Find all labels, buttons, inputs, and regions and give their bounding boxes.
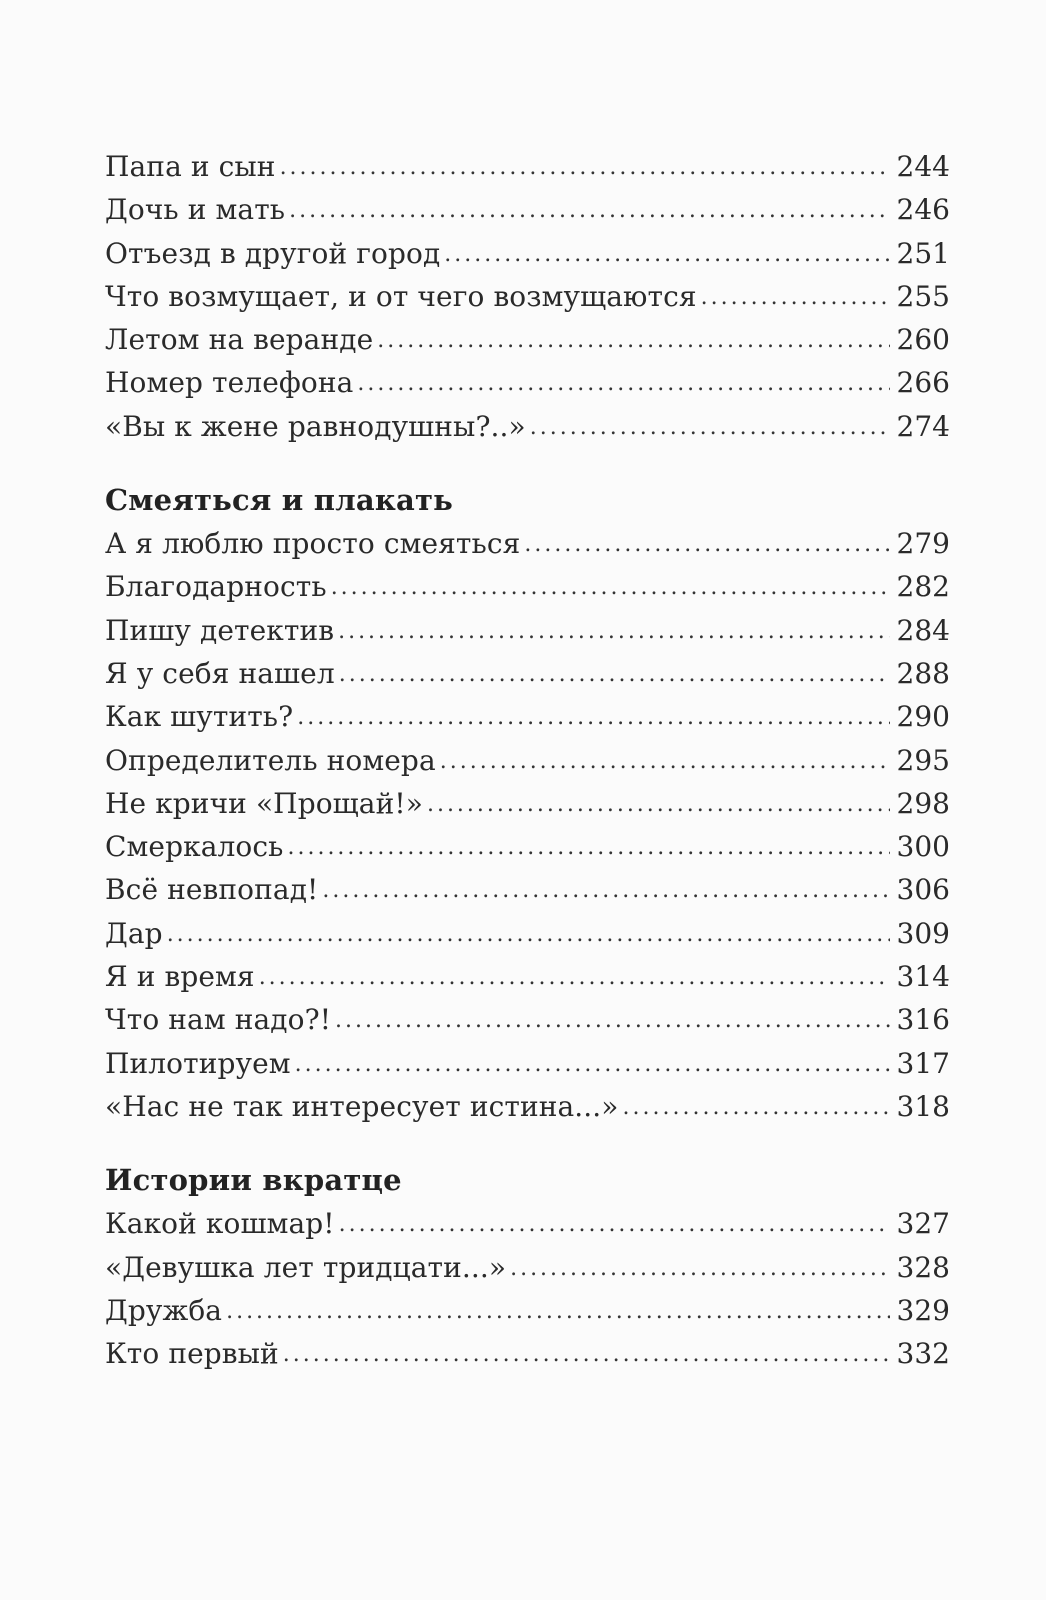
toc-entry (105, 565, 950, 608)
toc-entry-page: 290 (896, 700, 950, 734)
toc-entry (105, 1202, 950, 1245)
dot-leader (623, 1085, 890, 1128)
dot-leader (331, 565, 890, 608)
table-of-contents (105, 145, 950, 1405)
dot-leader (510, 1246, 890, 1289)
toc-entry (105, 695, 950, 738)
dot-leader (701, 275, 890, 318)
toc-entry-title: Летом на веранде (105, 323, 374, 357)
toc-entry (105, 275, 950, 318)
toc-entry-title: Смеркалось (105, 830, 284, 864)
dot-leader (226, 1289, 890, 1332)
dot-leader (339, 652, 890, 695)
toc-entry (105, 998, 950, 1041)
toc-entry-title: Папа и сын (105, 150, 276, 183)
toc-entry-page: 279 (896, 527, 950, 561)
toc-entry-title: Номер телефона (105, 366, 354, 400)
toc-entry-page: 255 (896, 279, 950, 313)
dot-leader (322, 868, 890, 911)
dot-leader (444, 232, 890, 275)
toc-entry-title: Что возмущает, и от чего возмущаются (105, 279, 697, 313)
toc-entry-title: «Девушка лет тридцати...» (105, 1250, 507, 1284)
toc-entry-page: 246 (896, 193, 950, 227)
toc-entry-title: «Вы к жене равнодушны?..» (105, 409, 526, 443)
toc-entry-page: 300 (896, 830, 950, 864)
toc-entry-title: Как шутить? (105, 700, 294, 734)
toc-entry-title: Дар (105, 916, 163, 950)
toc-entry-page: 282 (896, 570, 950, 604)
toc-entry-title: Что нам надо?! (105, 1003, 332, 1037)
toc-entry-title: Кто первый (105, 1337, 279, 1371)
dot-leader (338, 609, 890, 652)
toc-entry-page: 306 (896, 873, 950, 907)
toc-entry-page: 314 (896, 960, 950, 994)
toc-entry-title: А я люблю просто смеяться (105, 527, 521, 561)
toc-entry-page: 244 (896, 150, 950, 183)
section-title: Истории вкратце (105, 1163, 402, 1198)
toc-entry-page: 260 (896, 323, 950, 357)
toc-entry-title: Определитель номера (105, 743, 436, 777)
dot-leader (289, 188, 890, 231)
toc-entry (105, 825, 950, 868)
toc-entry-title: Дочь и мать (105, 193, 286, 227)
dot-leader (259, 955, 890, 998)
toc-entry (105, 188, 950, 231)
dot-leader (427, 782, 890, 825)
toc-entry-page: 266 (896, 366, 950, 400)
toc-entry-title: Я у себя нашел (105, 656, 335, 690)
toc-entry-page: 317 (896, 1046, 950, 1080)
dot-leader (280, 145, 890, 188)
toc-entry (105, 232, 950, 275)
dot-leader (167, 912, 890, 955)
toc-entry (105, 912, 950, 955)
toc-entry-page: 274 (896, 409, 950, 443)
section-title: Смеяться и плакать (105, 483, 454, 518)
toc-entry-page: 288 (896, 656, 950, 690)
toc-section-2 (105, 478, 950, 1128)
dot-leader (339, 1202, 890, 1245)
toc-entry-page: 328 (896, 1250, 950, 1284)
toc-entry (105, 609, 950, 652)
toc-entry (105, 1085, 950, 1128)
toc-entry-page: 309 (896, 916, 950, 950)
toc-entry (105, 782, 950, 825)
toc-entry (105, 1289, 950, 1332)
toc-entry-title: Я и время (105, 960, 255, 994)
dot-leader (335, 998, 890, 1041)
toc-entry-page: 318 (896, 1089, 950, 1123)
dot-leader (524, 522, 890, 565)
toc-entry-page: 251 (896, 236, 950, 270)
dot-leader (530, 405, 890, 448)
toc-entry-page: 295 (896, 743, 950, 777)
dot-leader (357, 361, 890, 404)
toc-entry-page: 316 (896, 1003, 950, 1037)
toc-section-1 (105, 145, 950, 448)
toc-entry-page: 284 (896, 613, 950, 647)
toc-entry-title: Пишу детектив (105, 613, 335, 647)
toc-entry-page: 327 (896, 1207, 950, 1241)
toc-entry (105, 868, 950, 911)
toc-entry-title: Отъезд в другой город (105, 236, 441, 270)
toc-entry-title: «Нас не так интересует истина...» (105, 1089, 619, 1123)
dot-leader (377, 318, 890, 361)
toc-entry-title: Благодарность (105, 570, 327, 604)
dot-leader (283, 1332, 890, 1375)
toc-entry (105, 522, 950, 565)
toc-entry-title: Не кричи «Прощай!» (105, 786, 423, 820)
toc-entry (105, 955, 950, 998)
toc-entry (105, 652, 950, 695)
dot-leader (297, 695, 890, 738)
toc-entry-page: 298 (896, 786, 950, 820)
toc-entry (105, 145, 950, 188)
toc-entry-page: 332 (896, 1337, 950, 1371)
toc-entry-title: Какой кошмар! (105, 1207, 335, 1241)
toc-entry (105, 361, 950, 404)
toc-entry (105, 1042, 950, 1085)
toc-entry-title: Всё невпопад! (105, 873, 319, 907)
toc-section-3 (105, 1158, 950, 1375)
toc-entry (105, 318, 950, 361)
toc-entry (105, 739, 950, 782)
dot-leader (295, 1042, 890, 1085)
toc-entry (105, 1246, 950, 1289)
toc-entry (105, 1332, 950, 1375)
dot-leader (440, 739, 890, 782)
toc-entry (105, 405, 950, 448)
toc-entry-page: 329 (896, 1293, 950, 1327)
toc-entry-title: Дружба (105, 1293, 223, 1327)
toc-entry-title: Пилотируем (105, 1046, 291, 1080)
dot-leader (287, 825, 890, 868)
